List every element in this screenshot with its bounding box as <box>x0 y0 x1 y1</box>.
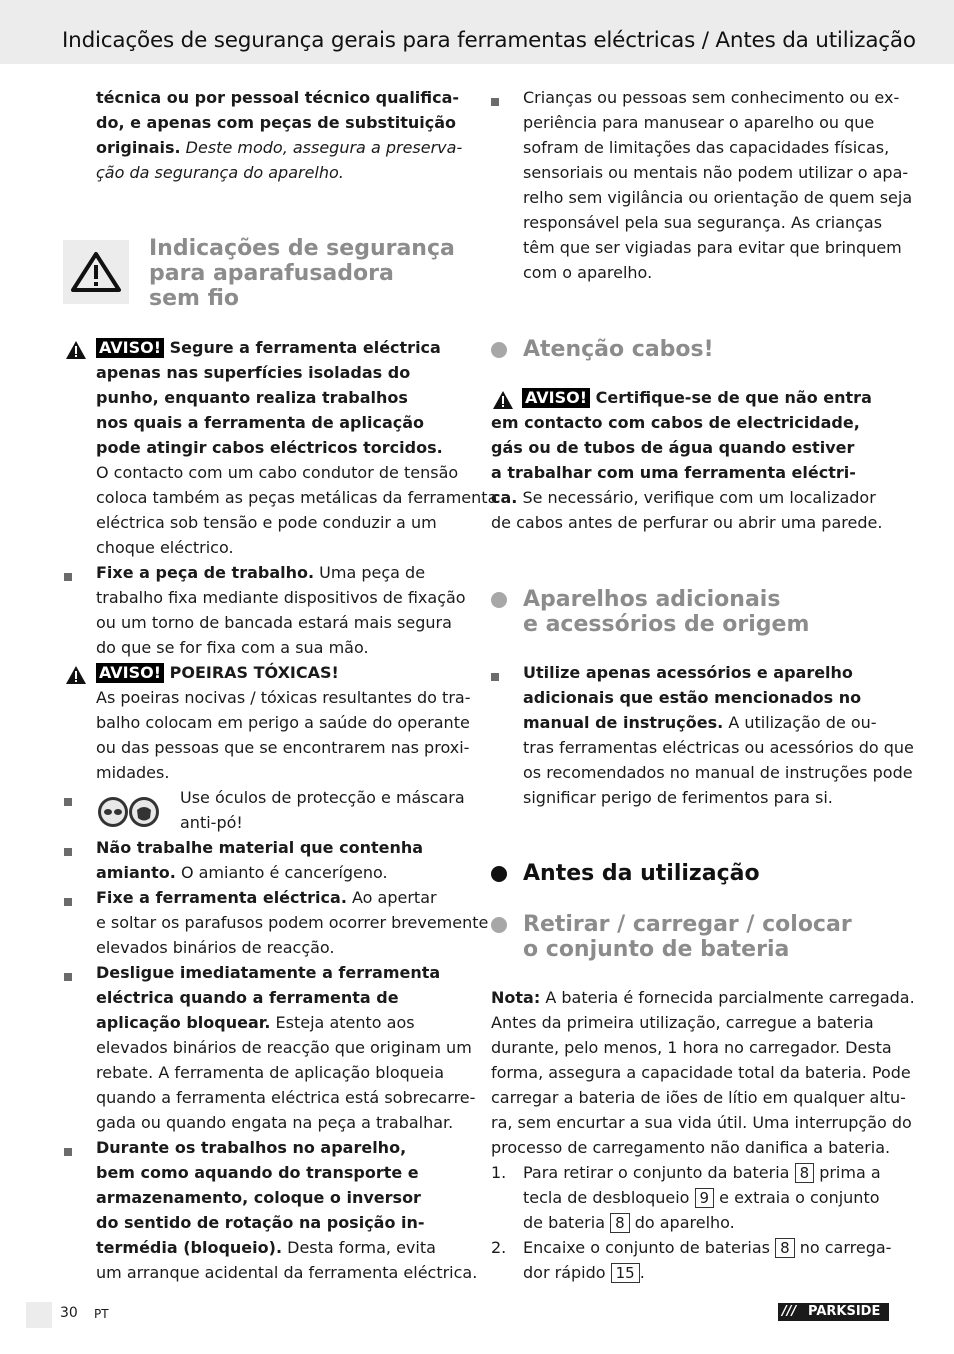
brand-name: PARKSIDE <box>808 1304 881 1319</box>
language-code: PT <box>94 1307 109 1321</box>
warning-line <box>96 338 441 358</box>
bullet-line: sensoriais ou mentais não podem utilizar o apa- <box>523 163 909 182</box>
bullet-square-icon <box>64 898 72 906</box>
bullet-line: gada ou quando engata na peça a trabalhar. <box>96 1113 454 1132</box>
warning-line: ou das pessoas que se encontrarem nas proxi- <box>96 738 470 757</box>
bullet-bold: Fixe a ferramenta eléctrica. <box>96 888 347 907</box>
bullet-line: e soltar os parafusos podem ocorrer brevemente <box>96 913 489 932</box>
bullet-line: quando a ferramenta eléctrica está sobrecarre- <box>96 1088 476 1107</box>
warning-line: nos quais a ferramenta de aplicação <box>96 413 425 432</box>
section-heading: Aparelhos adicionais <box>523 587 781 612</box>
bullet-line: rebate. A ferramenta de aplicação bloqueia <box>96 1063 445 1082</box>
bullet-line <box>96 1238 436 1257</box>
bullet-square-icon <box>491 673 499 681</box>
bullet-text: Uma peça de <box>314 563 426 582</box>
warning-line: apenas nas superfícies isoladas do <box>96 363 411 382</box>
warning-line: O contacto com um cabo condutor de tensão <box>96 463 459 482</box>
bullet-line: elevados binários de reacção. <box>96 938 335 957</box>
section-dot-icon <box>491 592 507 608</box>
bullet-bold: manual de instruções. <box>523 713 724 732</box>
bullet-line: Crianças ou pessoas sem conhecimento ou ex- <box>523 88 900 107</box>
warning-text: Segure a ferramenta eléctrica <box>164 338 441 357</box>
intro-line: ção da segurança do aparelho. <box>96 163 344 182</box>
warning-text: Se necessário, verifique com um localizador <box>517 488 876 507</box>
bullet-line: Use óculos de protecção e máscara <box>180 788 465 807</box>
step-text: Encaixe o conjunto de baterias <box>523 1238 776 1257</box>
warning-triangle-icon <box>65 665 87 685</box>
note-line: ra, sem encurtar a sua vida útil. Uma interrupção do <box>491 1113 912 1132</box>
section-heading: e acessórios de origem <box>523 612 810 637</box>
bullet-line <box>523 713 877 732</box>
bullet-line: significar perigo de ferimentos para si. <box>523 788 833 807</box>
warning-triangle-icon <box>492 390 514 410</box>
bullet-line: um arranque acidental da ferramenta eléctrica. <box>96 1263 478 1282</box>
bullet-line: Utilize apenas acessórios e aparelho <box>523 663 853 682</box>
note-line: carregar a bateria de iões de lítio em qualquer altu- <box>491 1088 906 1107</box>
bullet-line: anti-pó! <box>180 813 243 832</box>
warning-line: gás ou de tubos de água quando estiver <box>491 438 855 457</box>
bullet-line: Não trabalhe material que contenha <box>96 838 424 857</box>
bullet-line: adicionais que estão mencionados no <box>523 688 862 707</box>
bullet-square-icon <box>64 798 72 806</box>
warning-line: pode atingir cabos eléctricos torcidos. <box>96 438 443 457</box>
note-label: Nota: <box>491 988 541 1007</box>
section-heading: o conjunto de bateria <box>523 937 790 962</box>
brand-slashes: /// <box>782 1304 797 1319</box>
warning-line: balho colocam em perigo a saúde do operante <box>96 713 470 732</box>
step-number: 1. <box>491 1163 507 1182</box>
goggles-icon <box>98 796 160 828</box>
step-line <box>523 1263 645 1283</box>
bullet-text: Esteja atento aos <box>270 1013 415 1032</box>
section-heading: para aparafusadora <box>149 261 394 286</box>
step-text: prima a <box>814 1163 881 1182</box>
part-number-box: 8 <box>795 1163 815 1183</box>
section-dot-icon <box>491 917 507 933</box>
intro-bold: originais. <box>96 138 181 157</box>
bullet-text: Desta forma, evita <box>282 1238 436 1257</box>
step-text: . <box>639 1263 645 1282</box>
bullet-line: responsável pela sua segurança. As crianças <box>523 213 883 232</box>
note-line: durante, pelo menos, 1 hora no carregador. Desta <box>491 1038 892 1057</box>
bullet-square-icon <box>64 1148 72 1156</box>
step-text: dor rápido <box>523 1263 611 1282</box>
warning-line: a trabalhar com uma ferramenta eléctri- <box>491 463 856 482</box>
warning-line: eléctrica sob tensão e pode conduzir a um <box>96 513 437 532</box>
bullet-line: trabalho fixa mediante dispositivos de fixação <box>96 588 466 607</box>
bullet-bold: amianto. <box>96 863 176 882</box>
bullet-line: ou um torno de bancada estará mais segura <box>96 613 452 632</box>
bullet-square-icon <box>64 973 72 981</box>
section-heading: Indicações de segurança <box>149 236 455 261</box>
bullet-line <box>96 563 425 582</box>
bullet-line: Desligue imediatamente a ferramenta <box>96 963 441 982</box>
intro-italic: Deste modo, assegura a preserva- <box>180 138 463 157</box>
section-dot-icon <box>491 866 507 882</box>
warning-line: de cabos antes de perfurar ou abrir uma parede. <box>491 513 883 532</box>
bullet-line: relho sem vigilância ou orientação de quem seja <box>523 188 913 207</box>
bullet-line: tras ferramentas eléctricas ou acessórios do que <box>523 738 914 757</box>
bullet-line <box>96 863 388 882</box>
part-number-box: 8 <box>775 1238 795 1258</box>
bullet-line <box>96 1013 415 1032</box>
warning-line: coloca também as peças metálicas da ferramenta <box>96 488 498 507</box>
aviso-badge: AVISO! <box>522 388 590 408</box>
bullet-text: A utilização de ou- <box>723 713 877 732</box>
intro-line <box>96 138 462 157</box>
note-line: forma, assegura a capacidade total da bateria. Pode <box>491 1063 911 1082</box>
bullet-bold: aplicação bloquear. <box>96 1013 271 1032</box>
bullet-line: eléctrica quando a ferramenta de <box>96 988 399 1007</box>
aviso-badge: AVISO! <box>96 338 164 358</box>
note-text: A bateria é fornecida parcialmente carregada. <box>540 988 915 1007</box>
warning-line <box>491 488 876 507</box>
bullet-square-icon <box>491 98 499 106</box>
step-line <box>523 1163 881 1183</box>
step-line <box>523 1213 735 1233</box>
bullet-line: do que se for fixa com a sua mão. <box>96 638 369 657</box>
step-text: Para retirar o conjunto da bateria <box>523 1163 795 1182</box>
part-number-box: 9 <box>695 1188 715 1208</box>
note-line <box>491 988 915 1007</box>
step-line <box>523 1238 891 1258</box>
bullet-line: periência para manusear o aparelho ou que <box>523 113 875 132</box>
part-number-box: 15 <box>611 1263 640 1283</box>
section-heading: Retirar / carregar / colocar <box>523 912 852 937</box>
bullet-line: elevados binários de reacção que originam um <box>96 1038 472 1057</box>
aviso-badge: AVISO! <box>96 663 164 683</box>
bullet-square-icon <box>64 573 72 581</box>
page-title: Indicações de segurança gerais para ferramentas eléctricas / Antes da utilização <box>62 28 916 53</box>
step-text: no carrega- <box>794 1238 892 1257</box>
bullet-bold: Fixe a peça de trabalho. <box>96 563 315 582</box>
note-line: Antes da primeira utilização, carregue a bateria <box>491 1013 874 1032</box>
bullet-line <box>96 888 437 907</box>
bullet-line: com o aparelho. <box>523 263 653 282</box>
brand-logo <box>778 1303 889 1321</box>
step-text: de bateria <box>523 1213 611 1232</box>
page-header <box>0 0 954 64</box>
warning-line: choque eléctrico. <box>96 538 234 557</box>
bullet-line: os recomendados no manual de instruções pode <box>523 763 913 782</box>
warning-text: Certifique-se de que não entra <box>590 388 872 407</box>
intro-line: do, e apenas com peças de substituição <box>96 113 456 132</box>
bullet-line: têm que ser vigiadas para evitar que brinquem <box>523 238 902 257</box>
warning-line: em contacto com cabos de electricidade, <box>491 413 860 432</box>
warning-triangle-icon <box>63 240 129 304</box>
bullet-line: Durante os trabalhos no aparelho, <box>96 1138 407 1157</box>
warning-line <box>96 663 339 683</box>
warning-text: POEIRAS TÓXICAS! <box>164 663 339 682</box>
step-number: 2. <box>491 1238 507 1257</box>
step-text: tecla de desbloqueio <box>523 1188 695 1207</box>
bullet-line: do sentido de rotação na posição in- <box>96 1213 425 1232</box>
section-heading: sem fio <box>149 286 240 311</box>
warning-box <box>63 240 129 304</box>
bullet-square-icon <box>64 848 72 856</box>
page-number: 30 <box>60 1305 78 1321</box>
warning-triangle-icon <box>65 340 87 360</box>
bullet-line: armazenamento, coloque o inversor <box>96 1188 421 1207</box>
section-dot-icon <box>491 342 507 358</box>
part-number-box: 8 <box>610 1213 630 1233</box>
bullet-text: Ao apertar <box>346 888 437 907</box>
warning-line: punho, enquanto realiza trabalhos <box>96 388 408 407</box>
bullet-text: O amianto é cancerígeno. <box>175 863 388 882</box>
warning-line <box>522 388 872 408</box>
warning-bold: ca. <box>491 488 518 507</box>
step-text: do aparelho. <box>629 1213 735 1232</box>
bullet-line: sofram de limitações das capacidades físicas, <box>523 138 890 157</box>
warning-line: midades. <box>96 763 170 782</box>
section-heading: Antes da utilização <box>523 861 760 886</box>
step-line <box>523 1188 880 1208</box>
section-heading: Atenção cabos! <box>523 337 714 362</box>
footer-tab <box>26 1302 52 1328</box>
note-line: processo de carregamento não danifica a bateria. <box>491 1138 891 1157</box>
warning-line: As poeiras nocivas / tóxicas resultantes do tra- <box>96 688 471 707</box>
step-text: e extraia o conjunto <box>714 1188 880 1207</box>
bullet-line: bem como aquando do transporte e <box>96 1163 419 1182</box>
intro-line: técnica ou por pessoal técnico qualifica- <box>96 88 460 107</box>
bullet-bold: termédia (bloqueio). <box>96 1238 283 1257</box>
